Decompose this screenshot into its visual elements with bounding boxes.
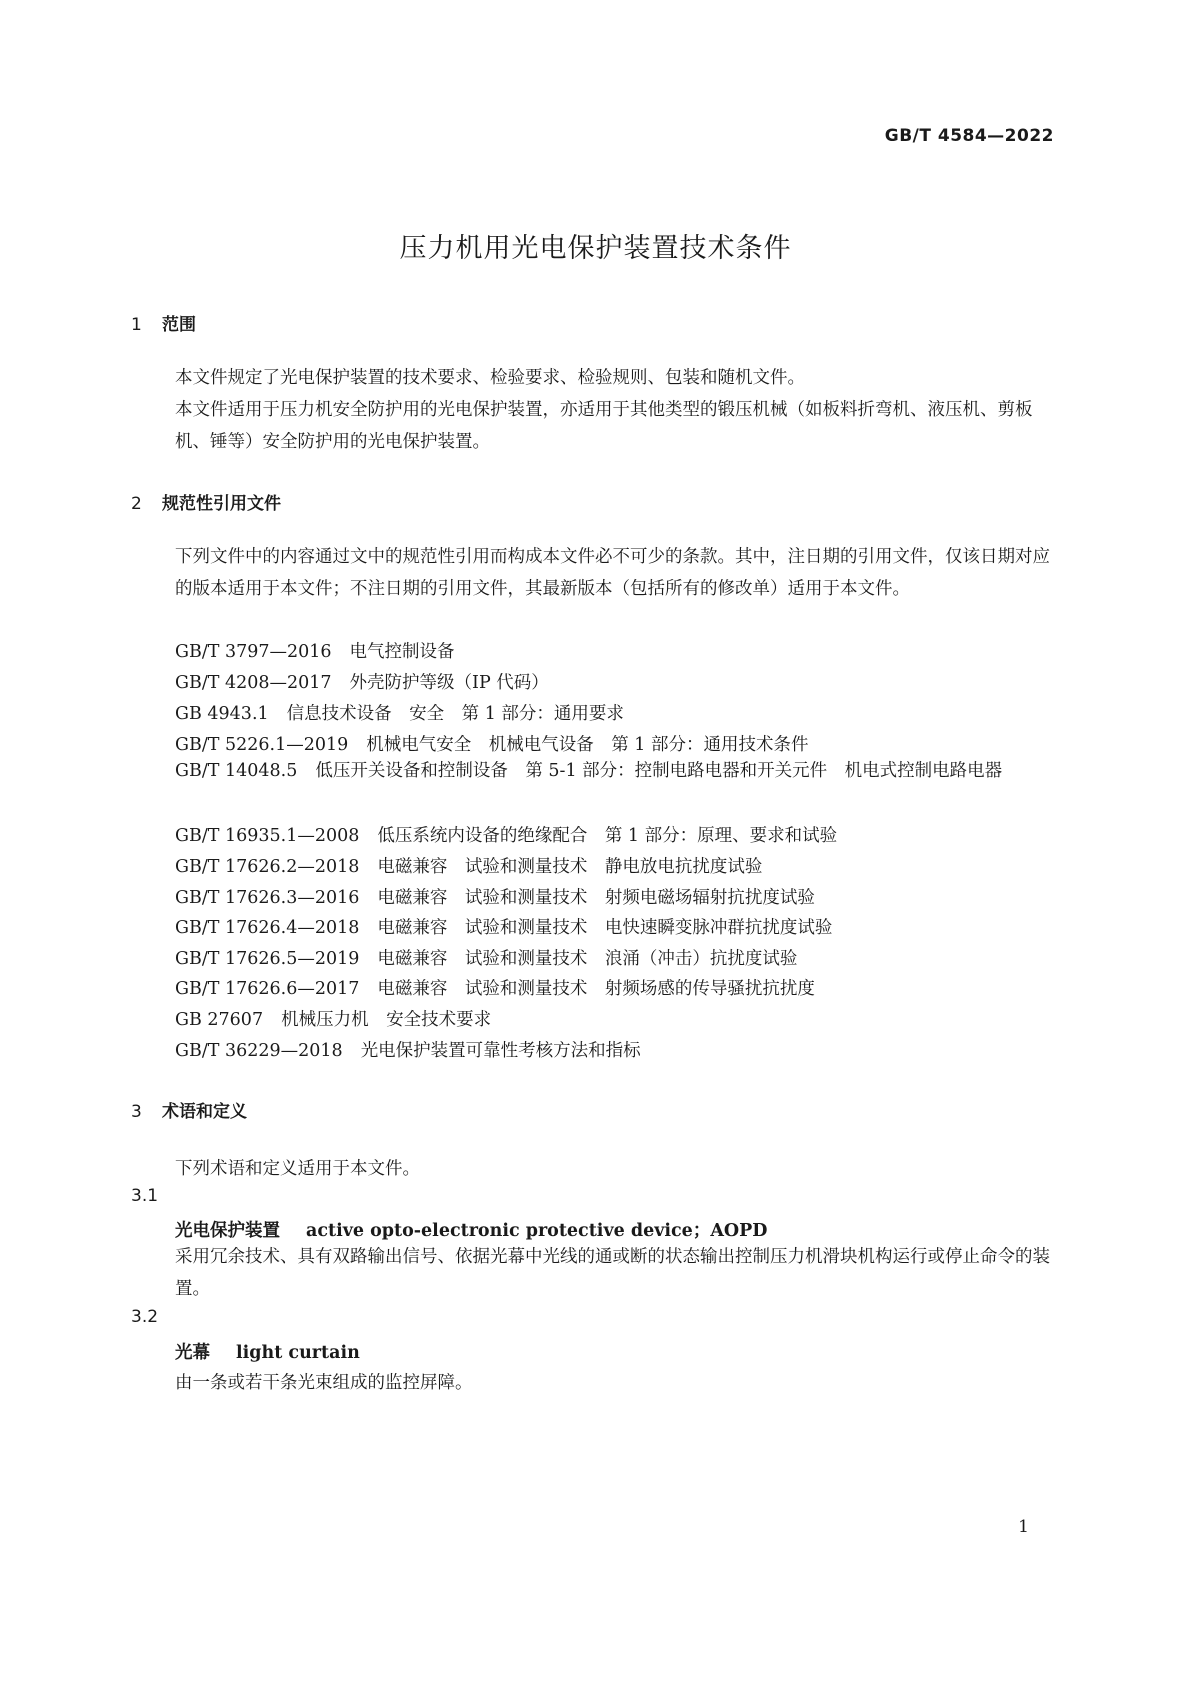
reference-code: GB/T 17626.5—2019 <box>175 949 360 969</box>
reference-title: 电磁兼容 试验和测量技术 静电放电抗扰度试验 <box>377 857 763 877</box>
reference-title: 机械电气安全 机械电气设备 第 1 部分：通用技术条件 <box>366 735 809 755</box>
reference-item <box>175 700 624 725</box>
clause-number: 3.1 <box>131 1186 159 1206</box>
paragraph-text: 本文件规定了光电保护装置的技术要求、检验要求、检验规则、包装和随机文件。 <box>175 368 805 388</box>
reference-code: GB/T 17626.3—2016 <box>175 888 360 908</box>
term-en: light curtain <box>236 1343 360 1363</box>
terms-intro: 下列术语和定义适用于本文件。 <box>175 1159 420 1179</box>
section-heading-2 <box>131 489 281 514</box>
term-zh: 光电保护装置 <box>175 1221 280 1241</box>
section-title: 术语和定义 <box>162 1102 247 1122</box>
term-definition <box>131 1241 1061 1305</box>
term-en: active opto-electronic protective device；AOPD <box>306 1221 768 1241</box>
section-number: 3 <box>131 1102 142 1122</box>
reference-title: 外壳防护等级（IP 代码） <box>349 673 549 693</box>
section-number: 1 <box>131 315 142 335</box>
reference-item <box>175 914 832 939</box>
reference-title: 机械压力机 安全技术要求 <box>281 1010 492 1030</box>
reference-title: 信息技术设备 安全 第 1 部分：通用要求 <box>286 704 624 724</box>
reference-item <box>175 975 815 1000</box>
reference-code: GB/T 5226.1—2019 <box>175 735 349 755</box>
reference-title: 电磁兼容 试验和测量技术 射频场感的传导骚扰抗扰度 <box>377 979 815 999</box>
paragraph-text: 本文件适用于压力机安全防护用的光电保护装置，亦适用于其他类型的锻压机械（如板料折弯机、液压机、剪板机、锤等）安全防护用的光电保护装置。 <box>175 400 1033 452</box>
section-title: 范围 <box>162 315 196 335</box>
reference-item <box>175 853 762 878</box>
reference-title: 电磁兼容 试验和测量技术 电快速瞬变脉冲群抗扰度试验 <box>377 918 833 938</box>
reference-code: GB 4943.1 <box>175 704 269 724</box>
clause-number: 3.2 <box>131 1307 159 1327</box>
reference-title: 光电保护装置可靠性考核方法和指标 <box>360 1041 641 1061</box>
reference-item <box>175 669 549 694</box>
term-entry <box>175 1339 360 1364</box>
reference-code: GB/T 36229—2018 <box>175 1041 343 1061</box>
term-entry <box>175 1217 767 1242</box>
reference-item <box>175 638 455 663</box>
scope-paragraph-2 <box>131 394 1061 458</box>
section-heading-1 <box>131 310 196 335</box>
definition-text: 采用冗余技术、具有双路输出信号、依据光幕中光线的通或断的状态输出控制压力机滑块机构运行或停止命令的装置。 <box>175 1247 1050 1299</box>
reference-item <box>175 731 809 756</box>
page-number: 1 <box>1018 1517 1029 1537</box>
section-number: 2 <box>131 494 142 514</box>
reference-title: 低压系统内设备的绝缘配合 第 1 部分：原理、要求和试验 <box>377 826 838 846</box>
reference-code: GB/T 17626.6—2017 <box>175 979 360 999</box>
reference-code: GB/T 16935.1—2008 <box>175 826 360 846</box>
standard-code: GB/T 4584—2022 <box>884 126 1054 146</box>
reference-item <box>175 1037 641 1062</box>
term-definition: 由一条或若干条光束组成的监控屏障。 <box>175 1373 473 1393</box>
reference-code: GB/T 4208—2017 <box>175 673 332 693</box>
reference-title: 电气控制设备 <box>349 642 455 662</box>
document-title: 压力机用光电保护装置技术条件 <box>399 233 792 264</box>
scope-paragraph-1 <box>131 362 1061 394</box>
normative-intro <box>131 541 1061 605</box>
reference-code: GB/T 3797—2016 <box>175 642 332 662</box>
term-zh: 光幕 <box>175 1343 210 1363</box>
reference-item <box>175 945 797 970</box>
reference-code: GB/T 17626.2—2018 <box>175 857 360 877</box>
reference-title: 电磁兼容 试验和测量技术 射频电磁场辐射抗扰度试验 <box>377 888 815 908</box>
reference-item <box>175 1006 491 1031</box>
reference-item <box>131 756 1061 787</box>
reference-code: GB/T 17626.4—2018 <box>175 918 360 938</box>
reference-code: GB 27607 <box>175 1010 264 1030</box>
reference-item <box>175 884 815 909</box>
reference-code: GB/T 14048.5 <box>175 761 298 781</box>
section-heading-3 <box>131 1097 247 1122</box>
reference-item <box>175 822 837 847</box>
section-title: 规范性引用文件 <box>162 494 281 514</box>
paragraph-text: 下列文件中的内容通过文中的规范性引用而构成本文件必不可少的条款。其中，注日期的引用文件，仅该日期对应的版本适用于本文件；不注日期的引用文件，其最新版本（包括所有的修改单）适用于本文件。 <box>175 547 1050 599</box>
reference-title: 低压开关设备和控制设备 第 5-1 部分：控制电路电器和开关元件 机电式控制电路电器 <box>315 761 1003 781</box>
reference-title: 电磁兼容 试验和测量技术 浪涌（冲击）抗扰度试验 <box>377 949 798 969</box>
